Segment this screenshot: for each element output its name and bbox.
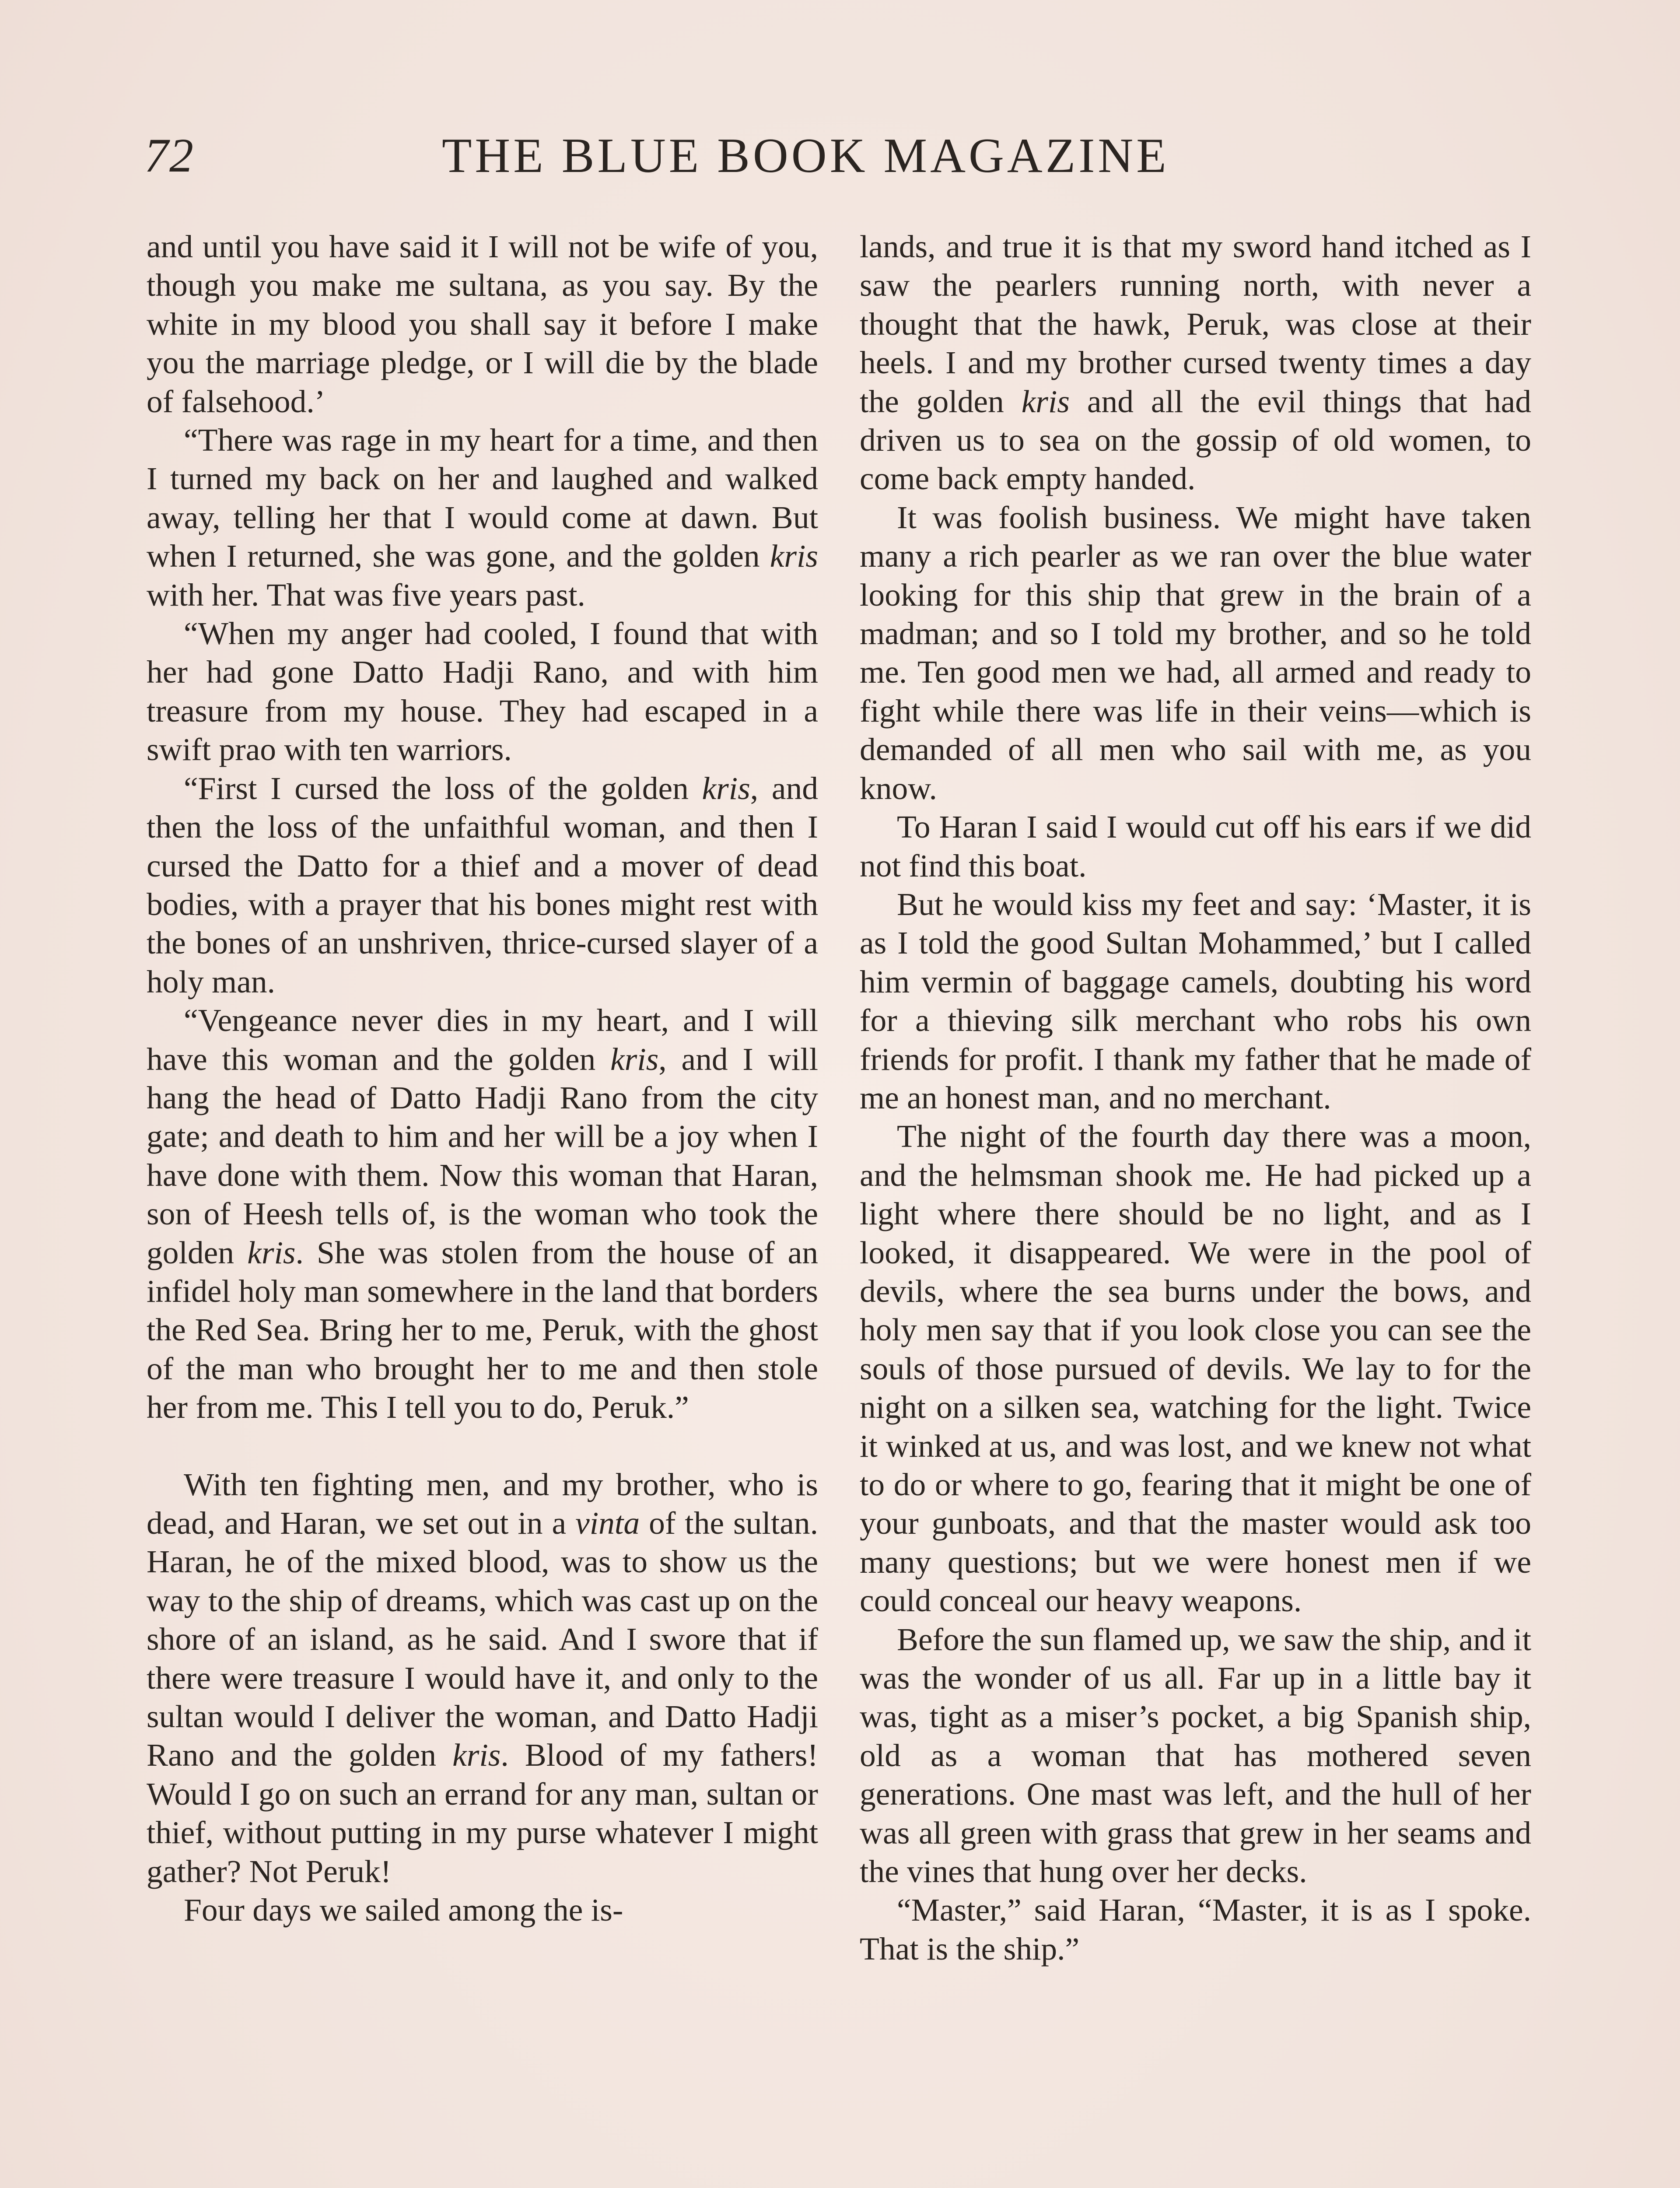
paragraph: “Vengeance never dies in my heart, and I will have this woman and the golden kris, and I will hang the head of Datto Hadji Rano from the city gate; and death to him and her will be a joy when I have done with them. Now this woman that Haran, son of Heesh tells of, is the woman who took the golden kris. She was stolen from the house of an infidel holy man somewhere in the land that borders the Red Sea. Bring her to me, Peruk, with the ghost of the man who brought her to me and then stole her from me. This I tell you to do, Peruk.”: [147, 1003, 818, 1425]
paragraph: With ten fighting men, and my brother, who is dead, and Haran, we set out in a vinta of the sultan. Haran, he of the mixed blood, was to show us the way to the ship of dreams, which was cast up on the shore of an island, as he said. And I swore that if there were treasure I would have it, and only to the sultan would I deliver the woman, and Datto Hadji Rano and the golden kris. Blood of my fathers! Would I go on such an errand for any man, sultan or thief, without putting in my purse whatever I might gather? Not Peruk!: [147, 1466, 818, 1889]
left-text-column: [147, 228, 818, 1929]
paragraph: The night of the fourth day there was a moon, and the helmsman shook me. He had picked up a light where there should be no light, and as I looked, it disappeared. We were in the pool of devils, where the sea burns under the bows, and holy men say that if you look close you can see the souls of those pursued of devils. We lay to for the night on a silken sea, watching for the light. Twice it winked at us, and was lost, and we knew not what to do or where to go, fearing that it might be one of your gunboats, and that the master would ask too many questions; but we were honest men if we could conceal our heavy weapons.: [860, 1119, 1531, 1619]
paragraph: “When my anger had cooled, I found that with her had gone Datto Hadji Rano, and with him treasure from my house. They had escaped in a swift prao with ten warriors.: [147, 616, 818, 768]
page-header: [144, 131, 1540, 197]
paragraph: Before the sun flamed up, we saw the ship, and it was the wonder of us all. Far up in a little bay it was, tight as a miser’s pocket, a big Spanish ship, old as a woman that has mothered seven generations. One mast was left, and the hull of her was all green with grass that grew in her seams and the vines that hung over her decks.: [860, 1621, 1531, 1890]
page-number: 72: [144, 129, 194, 182]
paragraph: “There was rage in my heart for a time, and then I turned my back on her and laughed and walked away, telling her that I would come at dawn. But when I returned, she was gone, and the golden kris with her. That was five years past.: [147, 422, 818, 613]
paragraph: But he would kiss my feet and say: ‘Master, it is as I told the good Sultan Mohammed,’ but I called him vermin of baggage camels, doubting his word for a thieving silk merchant who robs his own friends for profit. I thank my father that he made of me an honest man, and no merchant.: [860, 886, 1531, 1115]
paragraph: “Master,” said Haran, “Master, it is as I spoke. That is the ship.”: [860, 1892, 1531, 1967]
paragraph: It was foolish business. We might have taken many a rich pearler as we ran over the blue water looking for this ship that grew in the brain of a madman; and so I told my brother, and so he told me. Ten good men we had, all armed and ready to fight while there was life in their veins—which is demanded of all men who sail with me, as you know.: [860, 499, 1531, 806]
paragraph: Four days we sailed among the is-: [184, 1892, 623, 1928]
magazine-title: THE BLUE BOOK MAGAZINE: [442, 129, 1169, 183]
right-text-column: [860, 228, 1531, 1968]
paragraph: “First I cursed the loss of the golden kris, and then the loss of the unfaithful woman, and then I cursed the Datto for a thief and a mover of dead bodies, with a prayer that his bones might rest with the bones of an unshriven, thrice-cursed slayer of a holy man.: [147, 770, 818, 999]
paragraph: To Haran I said I would cut off his ears if we did not find this boat.: [860, 809, 1531, 884]
paragraph: and until you have said it I will not be wife of you, though you make me sultana, as you say. By the white in my blood you shall say it before I make you the marriage pledge, or I will die by the blade of falsehood.’: [147, 229, 818, 419]
paragraph: lands, and true it is that my sword hand itched as I saw the pearlers running north, with never a thought that the hawk, Peruk, was close at their heels. I and my brother cursed twenty times a day the golden kris and all the evil things that had driven us to sea on the gossip of old women, to come back empty handed.: [860, 229, 1531, 497]
